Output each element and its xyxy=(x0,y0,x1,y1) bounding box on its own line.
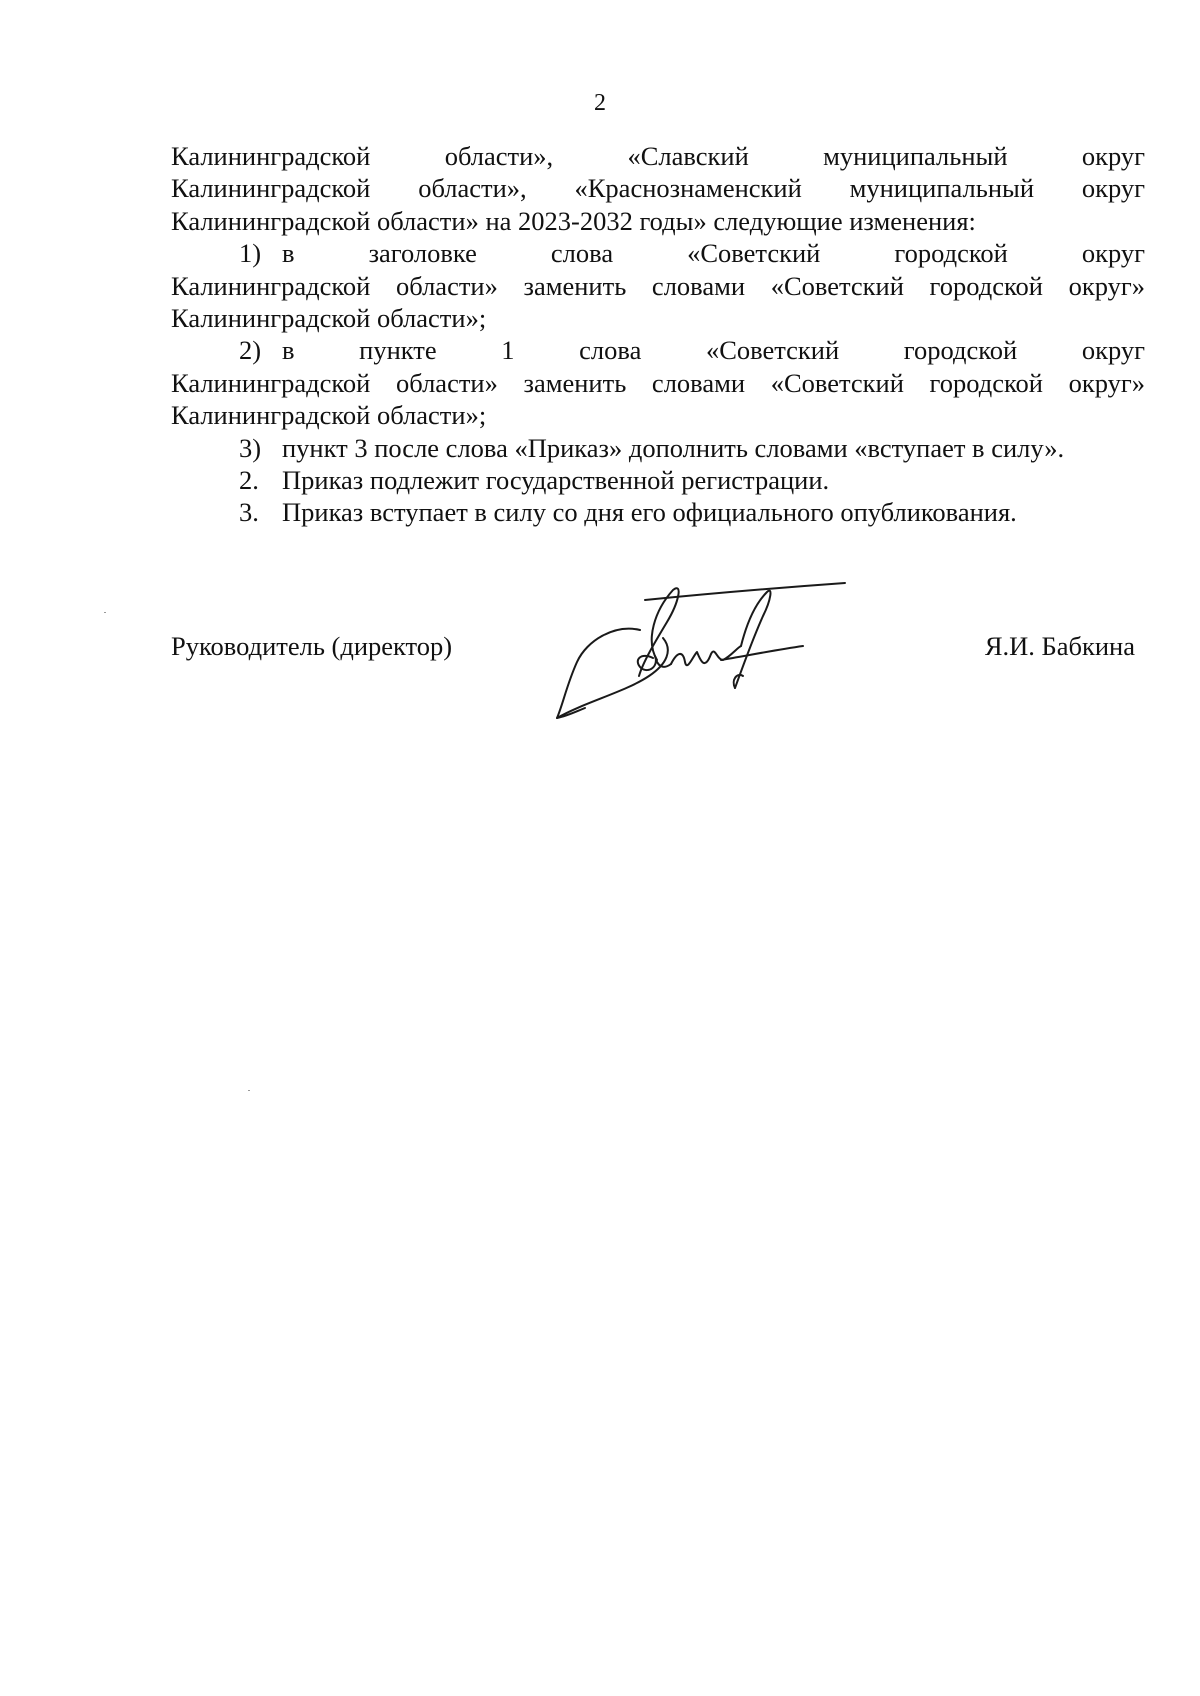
amendment-item-2 xyxy=(171,334,1145,431)
text-line: Калининградской области», «Краснознаменский муниципальный округ xyxy=(171,173,1145,204)
order-point-2 xyxy=(171,464,1145,496)
text-line: Калининградской области», «Славский муниципальный округ xyxy=(171,141,1145,171)
text-line: в пункте 1 слова «Советский городской округ xyxy=(282,335,1145,366)
scan-speck xyxy=(248,1090,250,1091)
text-line: в заголовке слова «Советский городской округ xyxy=(282,238,1145,269)
text-line: Калининградской области»; xyxy=(171,400,487,431)
intro-paragraph xyxy=(171,140,1145,237)
handwritten-signature xyxy=(545,580,865,730)
point-number: 2. xyxy=(239,465,259,496)
item-number: 3) xyxy=(239,432,262,463)
text-line: Калининградской области» на 2023-2032 годы» следующие изменения: xyxy=(171,205,976,236)
order-point-3 xyxy=(171,496,1145,528)
text-line: Калининградской области» заменить словами «Советский городской округ» xyxy=(171,367,1145,398)
scan-speck xyxy=(104,612,106,613)
text-line: Калининградской области»; xyxy=(171,303,487,334)
text-line: Приказ подлежит государственной регистрации. xyxy=(282,465,830,496)
text-line: пункт 3 после слова «Приказ» дополнить словами «вступает в силу». xyxy=(282,432,1065,463)
point-number: 3. xyxy=(239,497,259,528)
item-number: 2) xyxy=(239,335,262,366)
signatory-position: Руководитель (директор) xyxy=(171,631,453,661)
text-line: Калининградской области» заменить словами «Советский городской округ» xyxy=(171,270,1145,301)
amendment-item-1 xyxy=(171,237,1145,334)
item-number: 1) xyxy=(239,238,262,269)
signatory-name: Я.И. Бабкина xyxy=(984,631,1135,661)
text-line: Приказ вступает в силу со дня его официального опубликования. xyxy=(282,497,1017,528)
page-number: 2 xyxy=(594,90,606,116)
amendment-item-3 xyxy=(171,432,1145,464)
document-body xyxy=(171,140,1145,529)
